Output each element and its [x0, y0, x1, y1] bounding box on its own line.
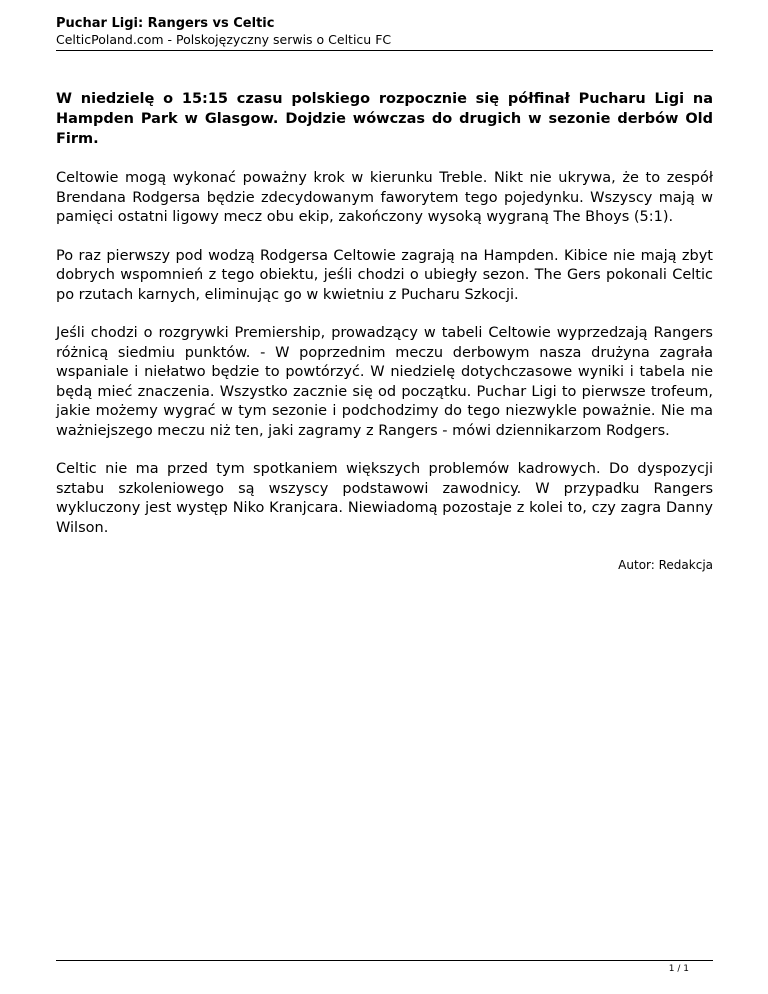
page-footer — [56, 960, 713, 975]
article-body — [56, 89, 713, 573]
site-name: CelticPoland.com - Polskojęzyczny serwis o Celticu FC — [56, 32, 392, 47]
document-title: Puchar Ligi: Rangers vs Celtic — [56, 16, 275, 31]
article-lead: W niedzielę o 15:15 czasu polskiego rozpocznie się półfinał Pucharu Ligi na Hampden Park w Glasgow. Dojdzie wówczas do drugich w sezonie derbów Old Firm. — [56, 91, 713, 147]
article-author: Autor: Redakcja — [618, 558, 713, 572]
document-page — [56, 0, 713, 994]
article-paragraph-3: Jeśli chodzi o rozgrywki Premiership, prowadzący w tabeli Celtowie wyprzedzają Rangers różnicą siedmiu punktów. - W poprzednim meczu derbowym nasza drużyna zagrała wspaniale i niełatwo będzie to powtórzyć. W niedzielę dotychczasowe wyniki i tabela nie będą mieć znaczenia. Wszystko zacznie się od początku. Puchar Ligi to pierwsze trofeum, jakie możemy wygrać w tym sezonie i podchodzimy do tego niezwykle poważnie. Nie ma ważniejszego meczu niż ten, jaki zagramy z Rangers - mówi dziennikarzom Rodgers. — [56, 325, 713, 439]
article-paragraph-2: Po raz pierwszy pod wodzą Rodgersa Celtowie zagrają na Hampden. Kibice nie mają zbyt dobrych wspomnień z tego obiektu, jeśli chodzi o ubiegły sezon. The Gers pokonali Celtic po rzutach karnych, eliminując go w kwietniu z Pucharu Szkocji. — [56, 247, 713, 303]
page-header — [56, 15, 713, 51]
article-paragraph-4: Celtic nie ma przed tym spotkaniem większych problemów kadrowych. Do dyspozycji sztabu szkoleniowego są wszyscy podstawowi zawodnicy. W przypadku Rangers wykluczony jest występ Niko Kranjcara. Niewiadomą pozostaje z kolei to, czy zagra Danny Wilson. — [56, 461, 713, 536]
page-number: 1 / 1 — [668, 964, 689, 974]
article-paragraph-1: Celtowie mogą wykonać poważny krok w kierunku Treble. Nikt nie ukrywa, że to zespół Brendana Rodgersa będzie zdecydowanym faworytem tego pojedynku. Wszyscy mają w pamięci ostatni ligowy mecz obu ekip, zakończony wysoką wygraną The Bhoys (5:1). — [56, 170, 713, 225]
